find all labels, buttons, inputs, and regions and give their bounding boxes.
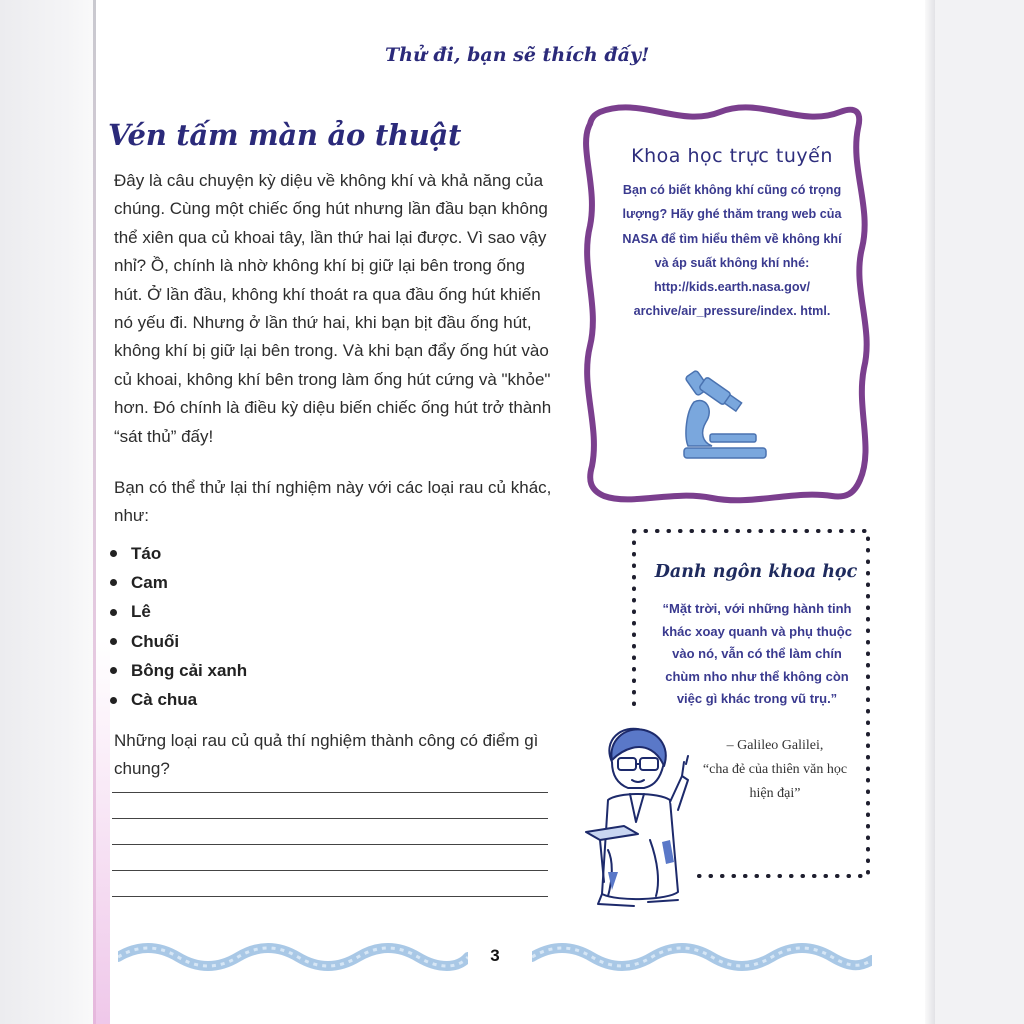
quote-author-description: “cha đẻ của thiên văn học hiện đại” [702,762,848,801]
online-box [620,145,844,324]
page-number: 3 [490,946,500,965]
wave-decoration-right [532,940,872,974]
page-right-margin [935,0,1024,1024]
list-item: Táo [110,539,247,568]
quote-box-title: Danh ngôn khoa học [654,562,858,582]
list-item: Chuối [110,627,247,656]
running-header: Thử đi, bạn sẽ thích đấy! [385,44,650,66]
online-box-title: Khoa học trực tuyến [631,145,833,167]
answer-line[interactable] [112,792,548,793]
answer-line[interactable] [112,818,548,819]
page-right-edge [925,0,935,1024]
answer-line[interactable] [112,844,548,845]
quote-author [690,734,860,806]
microscope-icon [676,366,772,466]
page-left-margin [0,0,95,1024]
wave-decoration-left [118,940,468,974]
bullet-icon [110,609,117,616]
answer-lines [112,792,548,922]
section-title: Vén tấm màn ảo thuật [108,118,462,152]
instruction-paragraph: Bạn có thể thử lại thí nghiệm này với các loại rau củ khác, như: [114,478,552,526]
quote-author-name: – Galileo Galilei, [726,738,824,753]
bullet-icon [110,667,117,674]
list-item: Cam [110,568,247,597]
vegetable-list [110,539,247,715]
bullet-icon [110,550,117,557]
answer-line[interactable] [112,896,548,897]
bullet-icon [110,638,117,645]
quote-text: “Mặt trời, với những hành tinh khác xoay quanh và phụ thuộc vào nó, vẫn có thể làm chín chùm nho như thể không còn việc gì khác trong vũ trụ.” [662,601,852,707]
question-paragraph: Những loại rau củ quả thí nghiệm thành công có điểm gì chung? [114,731,539,779]
list-item: Lê [110,598,247,627]
answer-line[interactable] [112,870,548,871]
list-item: Cà chua [110,685,247,714]
list-item: Bông cải xanh [110,656,247,685]
page-pink-strip [96,640,110,1024]
bullet-icon [110,579,117,586]
bullet-icon [110,697,117,704]
scientist-reading-illustration [578,722,708,908]
explanation-paragraph: Đây là câu chuyện kỳ diệu về không khí và khả năng của chúng. Cùng một chiếc ống hút nhưng lần đầu bạn không thể xiên qua củ khoai tây, lần thứ hai lại được. Vì sao vậy nhỉ? Ồ, chính là nhờ không khí bị giữ lại bên trong ống hút. Ở lần đầu, không khí thoát ra qua đầu ống hút khiến nó yếu đi. Nhưng ở lần thứ hai, khi bạn bịt đầu ống hút, không khí bị giữ lại bên trong. Và khi bạn đẩy ống hút vào củ khoai, không khí bên trong làm ống hút cứng và "khỏe" hơn. Đó chính là điều kỳ diệu biến chiếc ống hút trở thành “sát thủ” đấy! [114,171,552,446]
online-box-text: Bạn có biết không khí cũng có trọng lượng? Hãy ghé thăm trang web của NASA để tìm hiểu thêm về không khí và áp suất không khí nhé: http://kids.earth.nasa.gov/ archive/air_pressure/index. html. [622,183,842,319]
